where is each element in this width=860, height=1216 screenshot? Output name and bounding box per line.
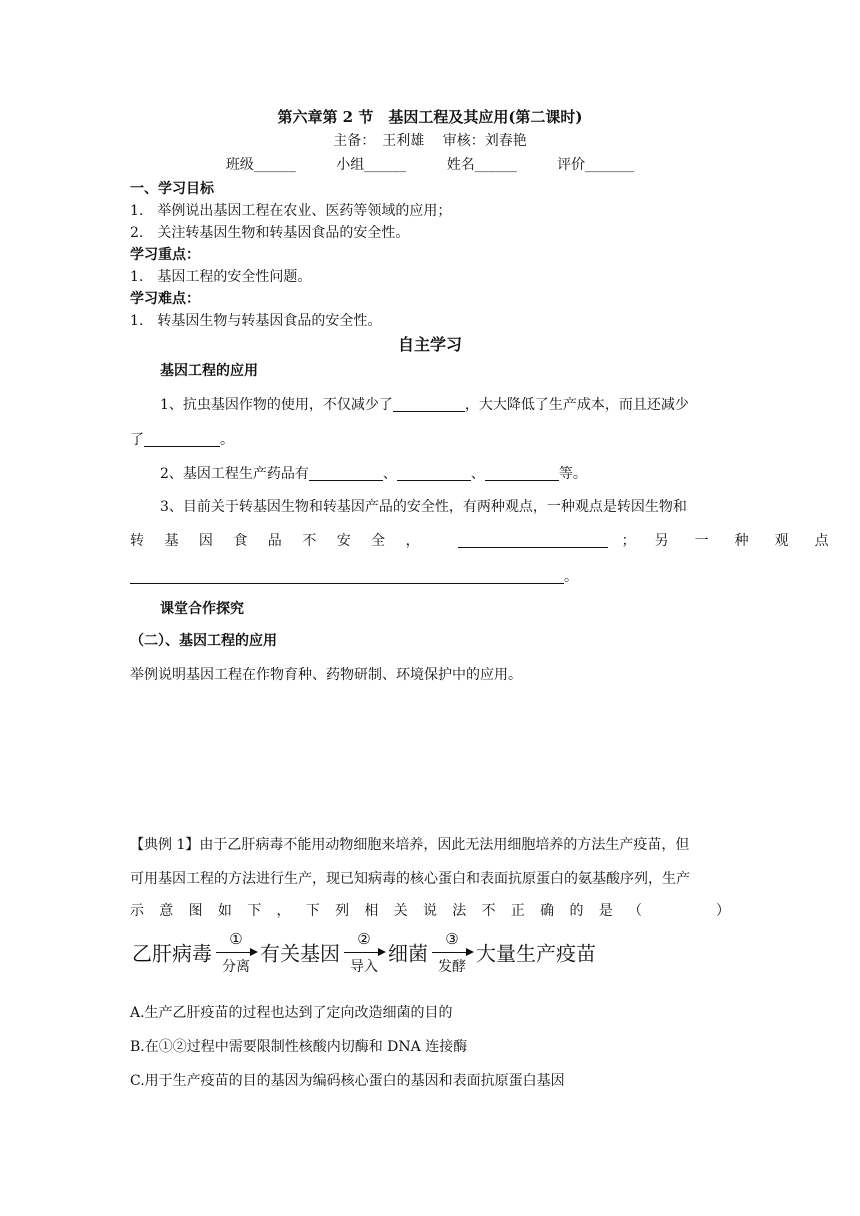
self-study-subheading: 基因工程的应用 [160, 363, 258, 379]
example-line-3-char: 下 [247, 903, 262, 919]
example-line-3-char: 是 [598, 903, 613, 919]
question-1-line-2 [130, 429, 234, 449]
question-text: ，大大降低了生产成本，而且还减少 [464, 397, 689, 413]
example-line-3-char: 关 [393, 903, 408, 919]
example-line-3-char: ） [715, 903, 730, 919]
example-line-3-char: 法 [452, 903, 467, 919]
goal-item: 2. 关注转基因生物和转基因食品的安全性。 [130, 225, 410, 241]
option-c[interactable]: C.用于生产疫苗的目的基因为编码核心蛋白的基因和表面抗原蛋白基因 [130, 1073, 565, 1089]
node-hbv: 乙肝病毒 [132, 941, 212, 966]
difficulty-item: 1. 转基因生物与转基因食品的安全性。 [130, 313, 382, 329]
answer-blank[interactable] [397, 466, 471, 481]
answer-blank[interactable] [393, 397, 465, 412]
example-line-3-char: 示 [130, 903, 144, 919]
example-line-3-char [687, 900, 701, 920]
question-text: ； 另 一 种 观 点 [621, 533, 835, 549]
example-line-3-char: （ [628, 903, 643, 919]
question-text: 。 [220, 432, 234, 448]
separator: 、 [382, 466, 397, 482]
class-field[interactable]: 班级______ [225, 157, 296, 173]
step-label: 导入 [350, 959, 378, 975]
name-field[interactable]: 姓名______ [446, 157, 517, 173]
arrow-step-2 [342, 930, 386, 975]
answer-blank[interactable] [309, 466, 383, 481]
coop-section-heading: （二）、基因工程的应用 [130, 633, 277, 649]
arrow-right-icon [250, 948, 258, 956]
page-title: 第六章第 2 节 基因工程及其应用(第二课时) [277, 108, 583, 126]
evaluation-field[interactable]: 评价_______ [557, 157, 635, 173]
question-text: 转 基 因 食 品 不 安 全 ， [130, 533, 428, 549]
example-line-3-char: 如 [217, 903, 232, 919]
question-3-line-3 [130, 566, 578, 586]
example-line-1: 【典例 1】由于乙肝病毒不能用动物细胞来培养，因此无法用细胞培养的方法生产疫苗，但 [130, 837, 690, 853]
example-line-2: 可用基因工程的方法进行生产，现已知病毒的核心蛋白和表面抗原蛋白的氨基酸序列，生产 [130, 871, 690, 887]
example-line-3-char [657, 900, 671, 920]
separator: 、 [470, 466, 485, 482]
student-info-line [0, 154, 860, 174]
goal-item: 1. 举例说出基因工程在农业、医药等领域的应用； [130, 203, 452, 219]
example-line-3-char: ， [276, 903, 291, 919]
step-number: ③ [445, 930, 459, 948]
question-text: 等。 [558, 466, 587, 482]
step-label: 发酵 [438, 959, 466, 975]
step-number: ② [357, 930, 371, 948]
question-1-line-1 [160, 394, 689, 414]
example-line-3-char: 的 [569, 903, 584, 919]
node-bacteria: 细菌 [388, 941, 428, 966]
authors-line: 主备： 王利雄 审核：刘春艳 [333, 133, 527, 149]
example-line-3-char: 确 [540, 903, 555, 919]
arrow-step-3 [430, 930, 474, 975]
question-text: 。 [564, 569, 578, 585]
group-field[interactable]: 小组______ [336, 157, 407, 173]
answer-blank[interactable] [144, 432, 220, 447]
example-line-3-char: 不 [481, 903, 496, 919]
arrow-right-icon [378, 948, 386, 956]
example-line-3-char: 图 [188, 903, 203, 919]
example-line-3 [130, 900, 730, 920]
answer-blank[interactable] [485, 466, 559, 481]
self-study-heading: 自主学习 [397, 335, 462, 354]
example-line-3-char: 列 [335, 903, 350, 919]
key-points-heading: 学习重点： [130, 247, 200, 263]
answer-blank[interactable] [458, 533, 608, 548]
node-gene: 有关基因 [260, 941, 340, 966]
question-text: 2、基因工程生产药品有 [160, 466, 309, 482]
step-number: ① [229, 930, 243, 948]
example-line-3-char: 意 [159, 903, 174, 919]
question-2 [160, 463, 587, 483]
example-line-3-char: 正 [510, 903, 525, 919]
process-diagram [132, 930, 596, 975]
question-text: 了 [130, 432, 144, 448]
question-3-line-2 [130, 530, 835, 550]
goals-heading: 一、学习目标 [130, 181, 214, 197]
arrow-right-icon [466, 948, 474, 956]
difficulties-heading: 学习难点： [130, 291, 200, 307]
key-point-item: 1. 基因工程的安全性问题。 [130, 269, 312, 285]
coop-heading: 课堂合作探究 [160, 601, 244, 617]
example-line-3-char: 说 [422, 903, 437, 919]
option-a[interactable]: A.生产乙肝疫苗的过程也达到了定向改造细菌的目的 [130, 1005, 453, 1021]
answer-blank[interactable] [130, 569, 564, 584]
example-line-3-char: 下 [305, 903, 320, 919]
question-text: 1、抗虫基因作物的使用，不仅减少了 [160, 397, 393, 413]
node-vaccine: 大量生产疫苗 [476, 941, 596, 966]
option-b[interactable]: B.在①②过程中需要限制性核酸内切酶和 DNA 连接酶 [130, 1039, 468, 1055]
coop-prompt: 举例说明基因工程在作物育种、药物研制、环境保护中的应用。 [130, 667, 522, 683]
arrow-step-1 [214, 930, 258, 975]
step-label: 分离 [222, 959, 250, 975]
example-line-3-char: 相 [364, 903, 379, 919]
question-3-line-1: 3、目前关于转基因生物和转基因产品的安全性，有两种观点，一种观点是转因生物和 [160, 499, 687, 515]
